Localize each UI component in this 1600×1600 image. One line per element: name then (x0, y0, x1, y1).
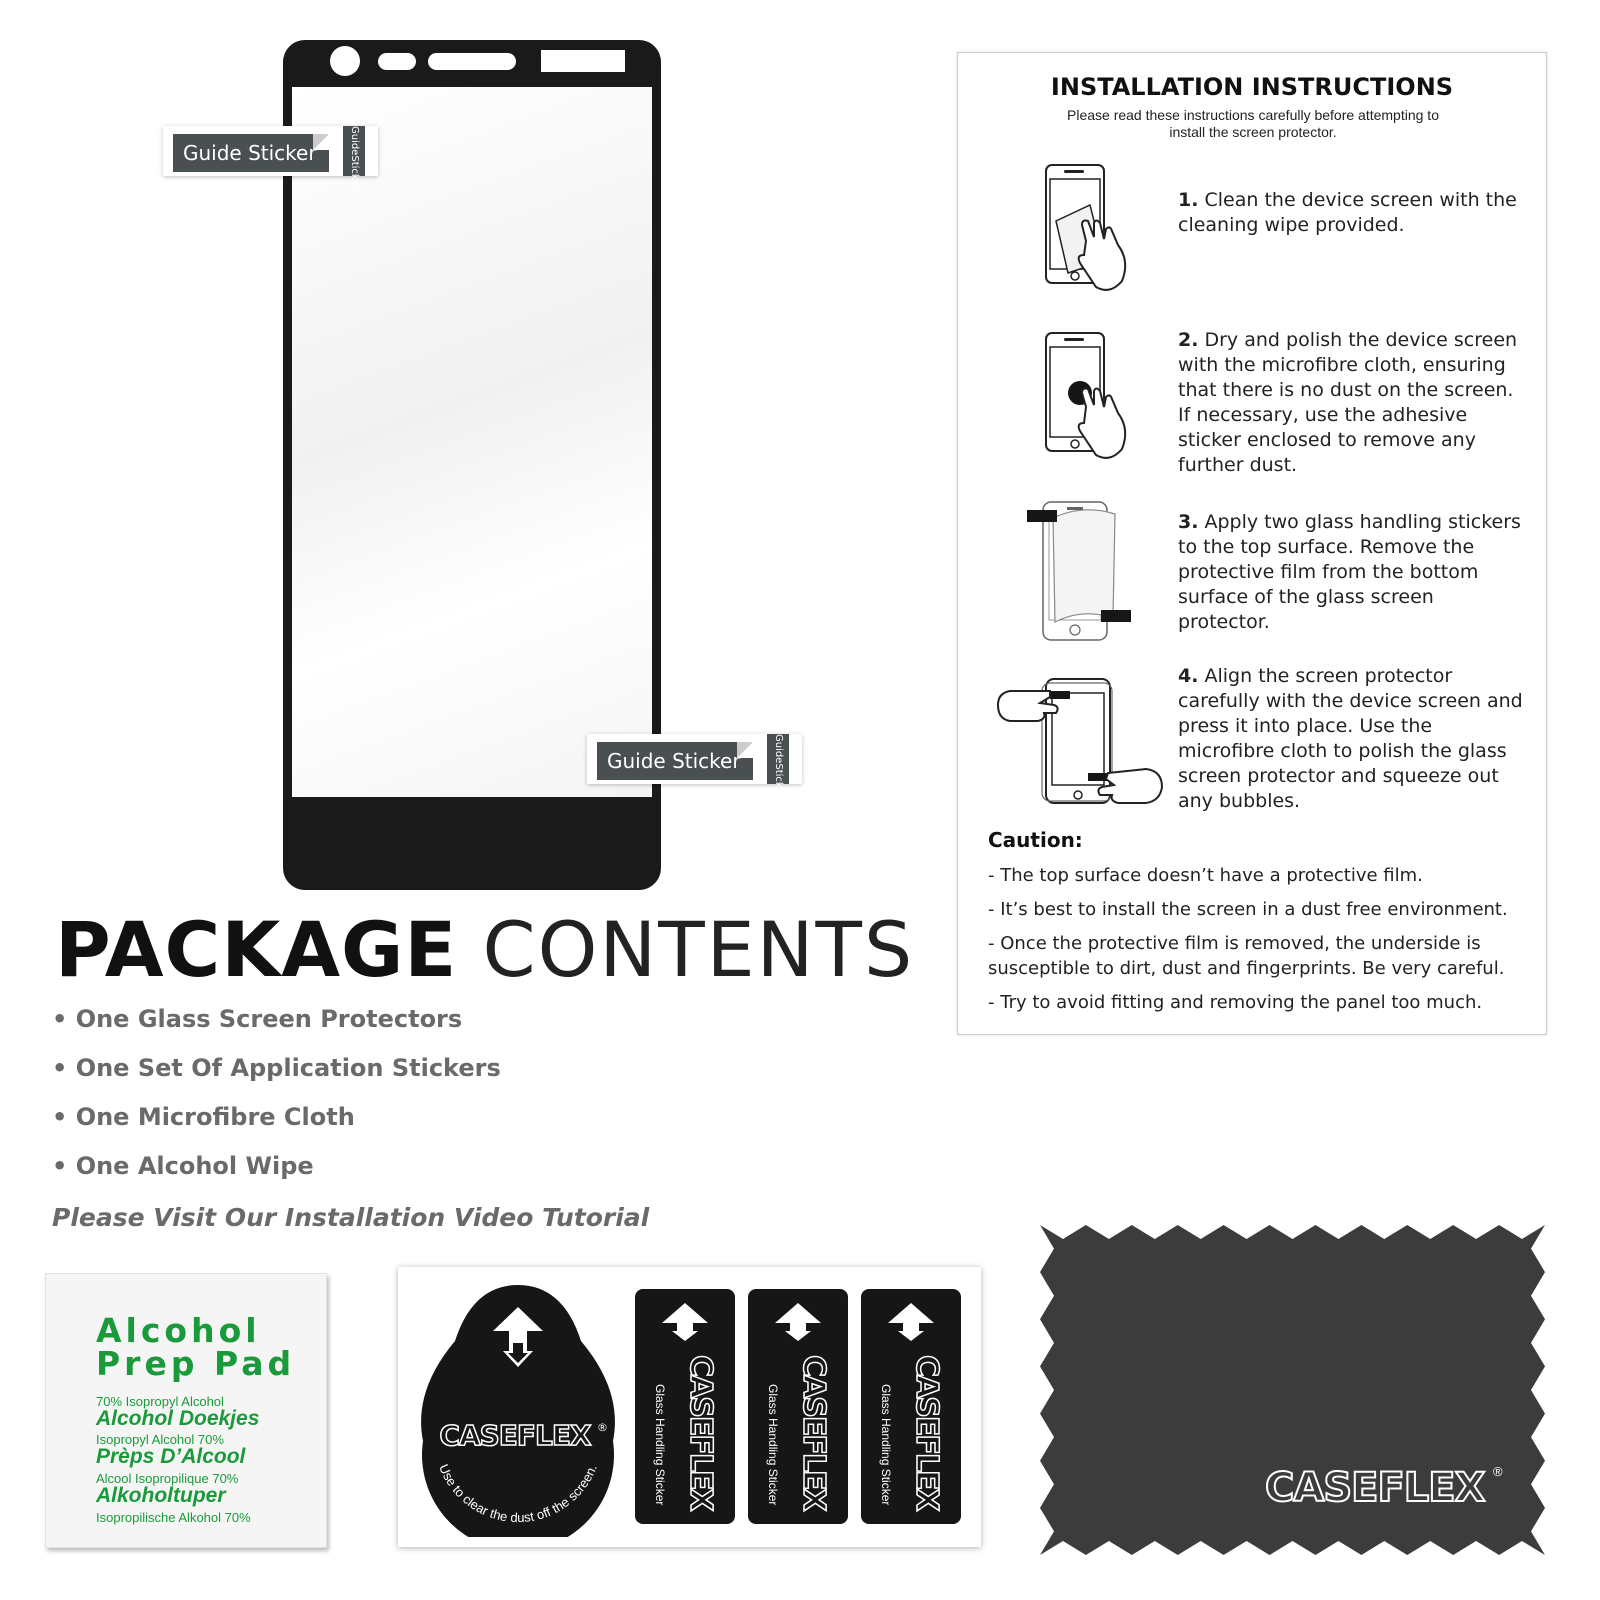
list-item: • One Alcohol Wipe (52, 1152, 314, 1180)
step-2 (1178, 328, 1528, 478)
caution-item: - Once the protective film is removed, the underside is susceptible to dirt, dust and fingerprints. Be very careful. (988, 933, 1505, 979)
handling-sticker-brand: CASEFLEX (683, 1355, 718, 1510)
caution-item: - Try to avoid fitting and removing the panel too much. (988, 992, 1483, 1013)
pad-title-line1: Alcohol (96, 1311, 261, 1350)
pad-small-text: Alcool Isopropilique 70% (96, 1471, 239, 1486)
installation-instructions-card (957, 52, 1547, 1035)
phone-dust-sticker-icon (1038, 331, 1138, 471)
phone-wipe-icon (1038, 163, 1138, 303)
handling-sticker-label: Glass Handling Sticker (879, 1384, 893, 1506)
tutorial-note: Please Visit Our Installation Video Tutorial (52, 1203, 650, 1232)
heading-thin: CONTENTS (482, 905, 915, 994)
speaker-cutout (428, 53, 516, 70)
step-number: 2. (1178, 329, 1199, 351)
instructions-title: INSTALLATION INSTRUCTIONS (1050, 73, 1454, 101)
camera-cutout (330, 46, 360, 76)
guide-sticker-tab: GuideSticker (767, 734, 789, 784)
pad-big-text: Alkoholtuper (96, 1484, 226, 1507)
step-number: 3. (1178, 511, 1199, 533)
protector-glass-area (292, 87, 652, 797)
sensor-cutout (378, 53, 416, 70)
guide-sticker-top (163, 126, 378, 190)
step-number: 4. (1178, 665, 1199, 687)
glass-handling-sticker-2 (748, 1289, 848, 1524)
folded-corner-icon (737, 742, 753, 758)
round-sticker-reg: ® (597, 1421, 608, 1434)
cloth-brand: CASEFLEX (1265, 1465, 1485, 1511)
round-sticker-brand: CASEFLEX (439, 1419, 591, 1452)
folded-corner-icon (313, 134, 329, 150)
round-sticker-caption-path: Use to clear the dust off the screen. (436, 1461, 600, 1526)
caution-item: - It’s best to install the screen in a dust free environment. (988, 899, 1508, 920)
instructions-subtitle: Please read these instructions carefully before attempting to install the screen protector. (1067, 107, 1439, 140)
pad-big-text: Alcohol Doekjes (96, 1407, 260, 1430)
pad-small-text: Isopropyl Alcohol 70% (96, 1432, 224, 1447)
pad-small-text: Isopropilische Alkohol 70% (96, 1510, 251, 1525)
glass-handling-sticker-3 (861, 1289, 961, 1524)
step-4 (1178, 664, 1528, 814)
step-number: 1. (1178, 189, 1199, 211)
cloth-reg-mark: ® (1493, 1464, 1503, 1479)
handling-sticker-label: Glass Handling Sticker (766, 1384, 780, 1506)
glass-handling-sticker-1 (635, 1289, 735, 1524)
list-item: • One Glass Screen Protectors (52, 1005, 463, 1033)
step-text: Apply two glass handling stickers to the top surface. Remove the protective film from the bottom surface of the glass screen protector. (1178, 511, 1521, 633)
application-sticker-sheet (398, 1267, 981, 1547)
step-1 (1178, 188, 1528, 238)
caution-item: - The top surface doesn’t have a protective film. (988, 865, 1423, 886)
guide-sticker-tab: GuideSticker (343, 126, 365, 176)
pad-big-text: Prèps D’Alcool (96, 1445, 246, 1468)
package-contents-heading (55, 905, 915, 994)
align-and-press-icon (996, 673, 1176, 813)
step-text: Clean the device screen with the cleaning wipe provided. (1178, 189, 1517, 236)
step-text: Dry and polish the device screen with the microfibre cloth, ensuring that there is no dust on the screen. If necessary, use the adhesive sticker enclosed to remove any further dust. (1178, 329, 1518, 476)
handling-sticker-brand: CASEFLEX (909, 1355, 944, 1510)
list-item: • One Microfibre Cloth (52, 1103, 355, 1131)
pad-title-line2: Prep Pad (96, 1344, 296, 1383)
lift-arrow-icon (886, 1301, 936, 1341)
lift-arrow-icon (660, 1301, 710, 1341)
heading-bold: PACKAGE (55, 905, 458, 994)
lift-arrow-icon (773, 1301, 823, 1341)
dust-removal-sticker (413, 1281, 623, 1537)
package-items-list (52, 1005, 501, 1201)
caution-title: Caution: (988, 828, 1083, 852)
top-window-cutout (541, 50, 625, 72)
list-item: • One Set Of Application Stickers (52, 1054, 501, 1082)
guide-sticker-bottom (587, 734, 802, 798)
handling-sticker-label: Glass Handling Sticker (653, 1384, 667, 1506)
handling-sticker-brand: CASEFLEX (796, 1355, 831, 1510)
step-3 (1178, 510, 1528, 635)
alcohol-prep-pad (45, 1273, 327, 1548)
guide-sticker-label: Guide Sticker (173, 134, 329, 172)
glass-handling-stickers-icon (1023, 498, 1143, 648)
pad-small-text: 70% Isopropyl Alcohol (96, 1394, 224, 1409)
guide-sticker-label: Guide Sticker (597, 742, 753, 780)
step-text: Align the screen protector carefully with the device screen and press it into place. Use the microfibre cloth to polish the glass screen protector and squeeze out any bubbles. (1178, 665, 1523, 812)
